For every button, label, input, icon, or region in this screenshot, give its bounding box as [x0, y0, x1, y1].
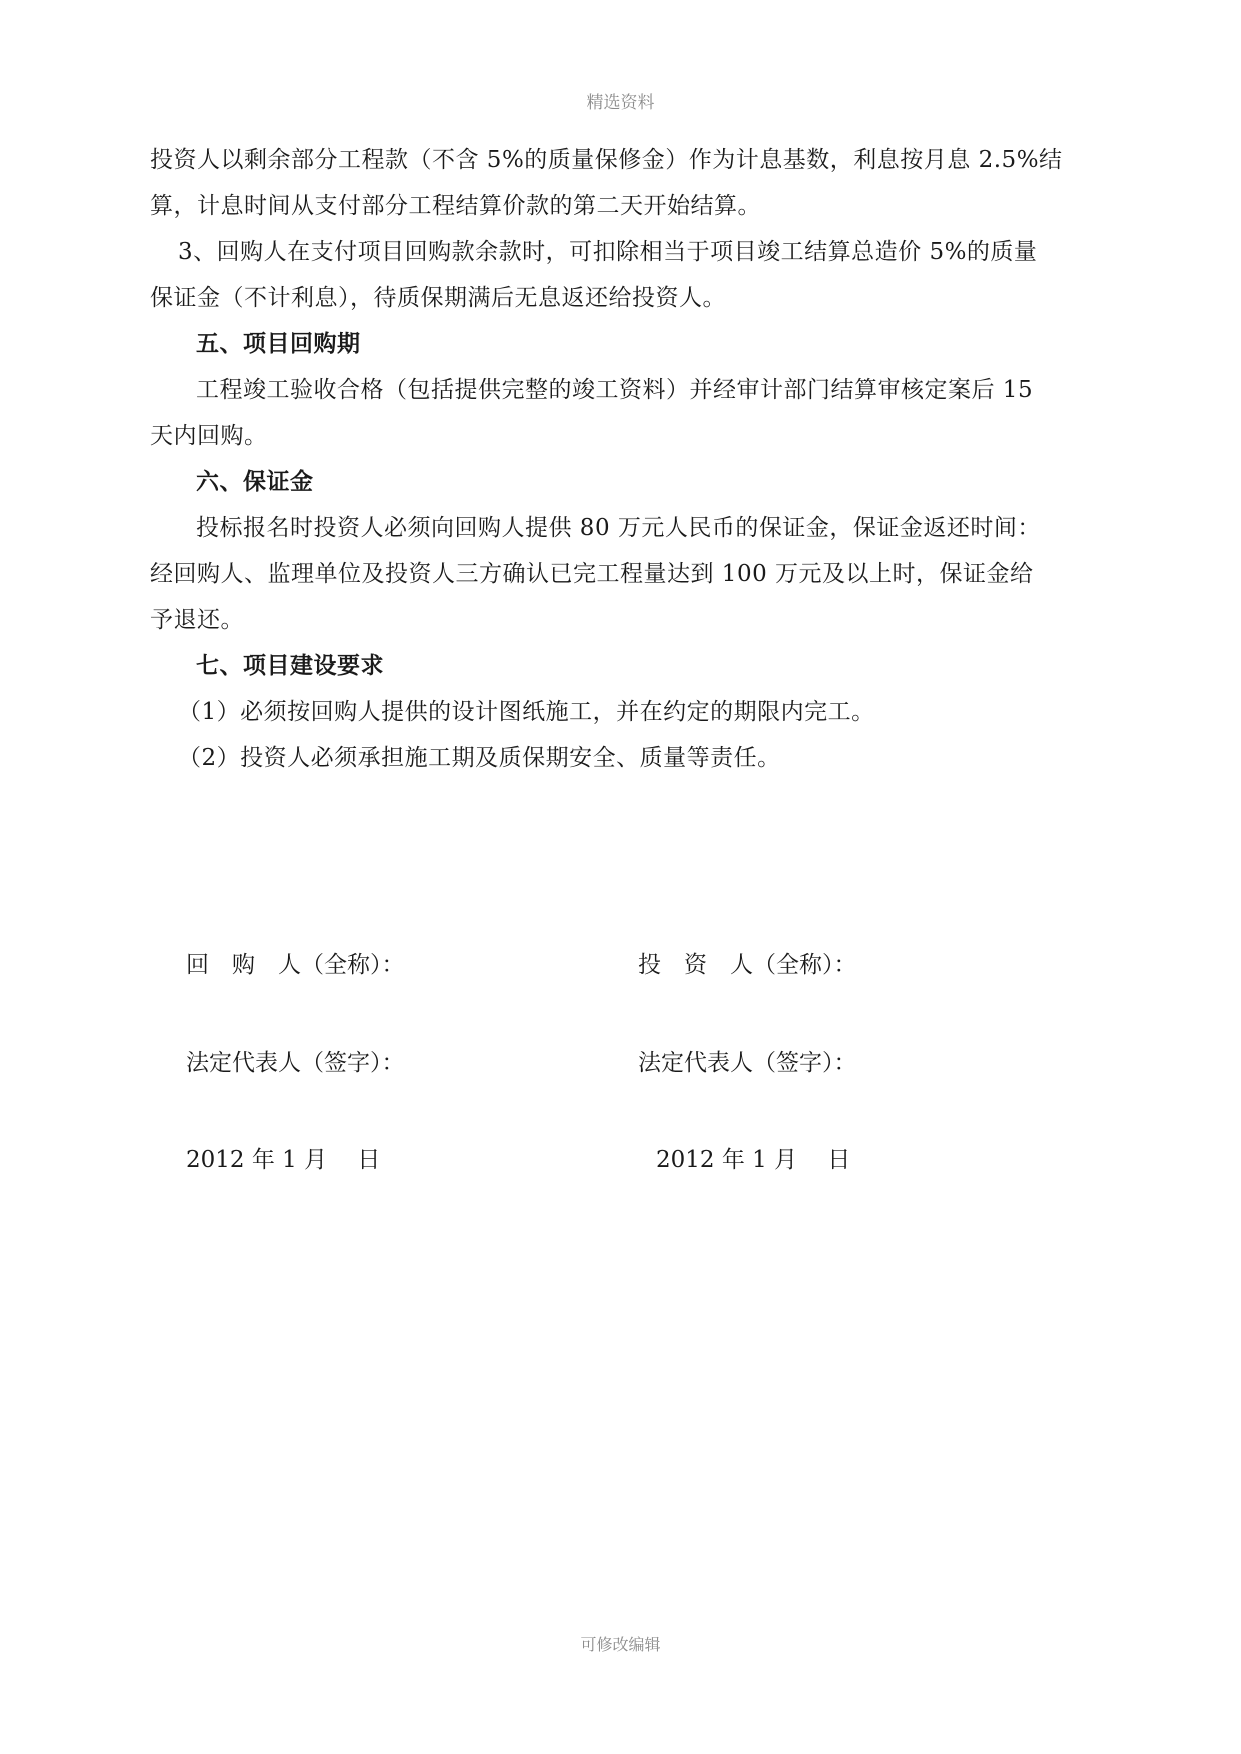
- signature-right-party: 投 资 人（全称）：: [638, 952, 857, 978]
- paragraph-line: 3、回购人在支付项目回购款余款时，可扣除相当于项目竣工结算总造价 5%的质量: [178, 239, 1038, 265]
- signature-left-party: 回 购 人（全称）：: [186, 952, 405, 978]
- paragraph-line: 经回购人、监理单位及投资人三方确认已完工程量达到 100 万元及以上时，保证金给: [150, 561, 1034, 587]
- page-footer-note: 可修改编辑: [580, 1635, 661, 1654]
- paragraph-line: 算，计息时间从支付部分工程结算价款的第二天开始结算。: [150, 193, 761, 219]
- signature-right-date: 2012 年 1 月 日: [656, 1147, 851, 1173]
- paragraph-line: 投资人以剩余部分工程款（不含 5%的质量保修金）作为计息基数，利息按月息 2.5%结: [150, 147, 1063, 173]
- signature-left-date: 2012 年 1 月 日: [186, 1147, 381, 1173]
- paragraph-line: 投标报名时投资人必须向回购人提供 80 万元人民币的保证金，保证金返还时间：: [196, 515, 1041, 541]
- page-header-note: 精选资料: [586, 93, 655, 113]
- paragraph-line: 工程竣工验收合格（包括提供完整的竣工资料）并经审计部门结算审核定案后 15: [196, 377, 1034, 403]
- signature-left-rep: 法定代表人（签字）：: [186, 1050, 405, 1076]
- list-item: （1）必须按回购人提供的设计图纸施工，并在约定的期限内完工。: [178, 699, 875, 725]
- paragraph-line: 保证金（不计利息），待质保期满后无息返还给投资人。: [150, 285, 726, 311]
- section-heading-deposit: 六、保证金: [196, 469, 314, 495]
- section-heading-buyback-period: 五、项目回购期: [196, 331, 361, 357]
- list-item: （2）投资人必须承担施工期及质保期安全、质量等责任。: [178, 745, 781, 771]
- section-heading-construction-requirements: 七、项目建设要求: [196, 653, 384, 679]
- paragraph-line: 予退还。: [150, 607, 244, 633]
- document-body: [150, 137, 1090, 781]
- signature-right-rep: 法定代表人（签字）：: [638, 1050, 857, 1076]
- paragraph-line: 天内回购。: [150, 423, 268, 449]
